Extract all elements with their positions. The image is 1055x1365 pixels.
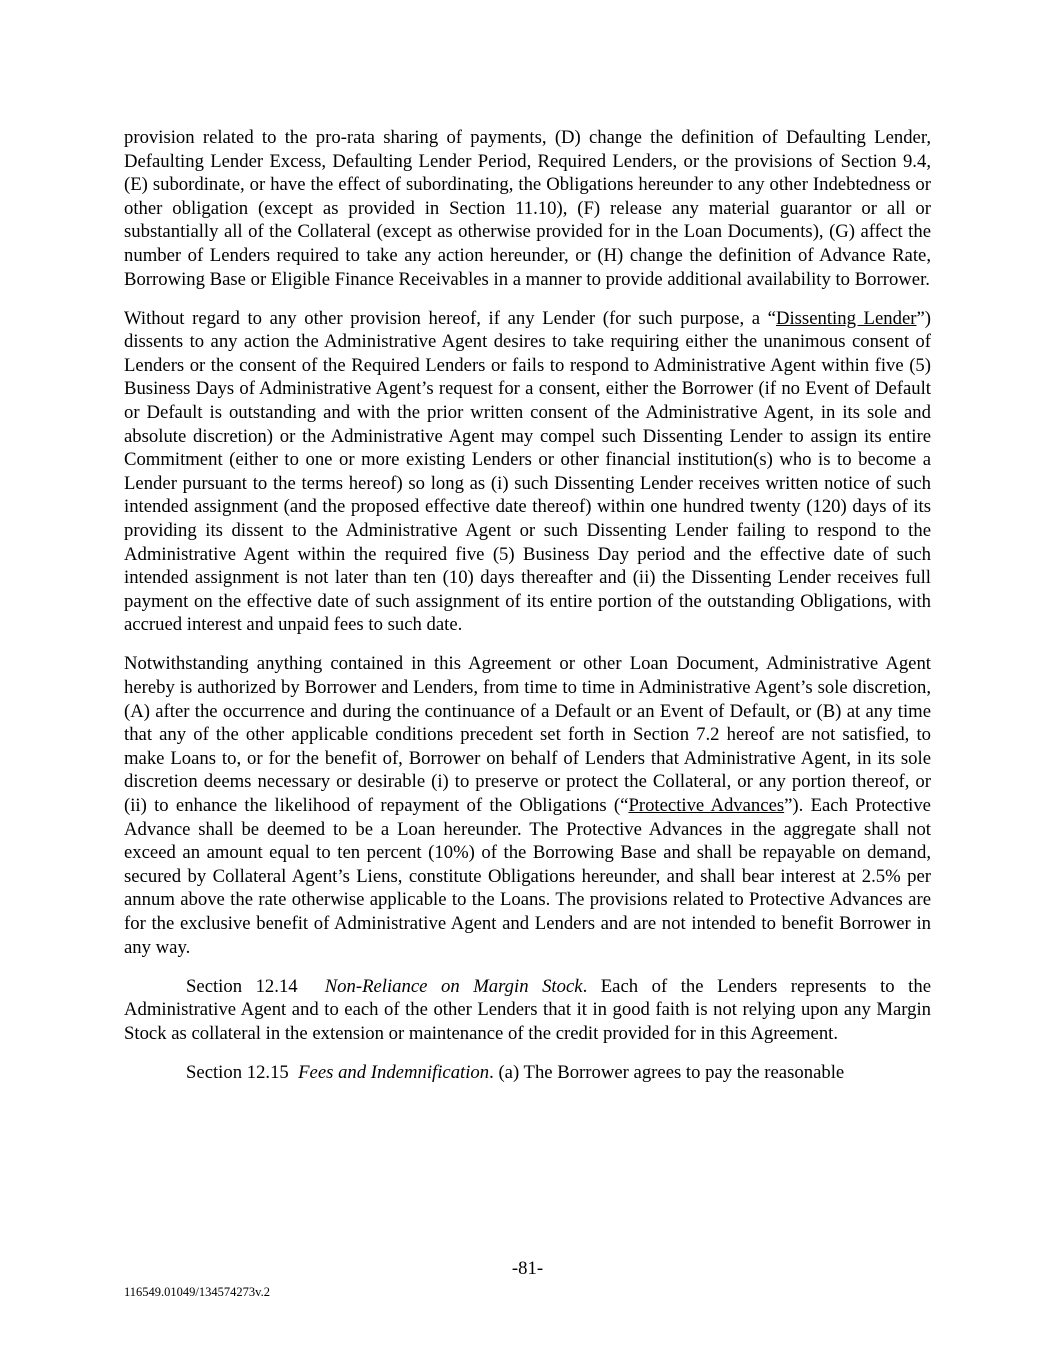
document-id: 116549.01049/134574273v.2 — [124, 1285, 270, 1299]
section-heading: Non-Reliance on Margin Stock — [324, 975, 583, 997]
paragraph-dissenting-lender — [124, 307, 931, 637]
section-text: . (a) The Borrower agrees to pay the reasonable — [489, 1061, 845, 1083]
paragraph-text: Without regard to any other provision hereof, if any Lender (for such purpose, a “ — [124, 307, 776, 329]
defined-term-dissenting-lender: Dissenting Lender — [775, 307, 917, 329]
section-number: Section 12.14 — [186, 975, 298, 997]
paragraph-amendment-provisions: provision related to the pro-rata sharing of payments, (D) change the definition of Defaulting Lender, Defaulting Lender Excess, Defaulting Lender Period, Required Lenders, or the provisions of Section 9.4, (E) subordinate, or have the effect of subordinating, the Obligations hereunder to any other Indebtedness or other obligation (except as provided in Section 11.10), (F) release any material guarantor or all or substantially all of the Collateral (except as otherwise provided for in the Loan Documents), (G) affect the number of Lenders required to take any action hereunder, or (H) change the definition of Advance Rate, Borrowing Base or Eligible Finance Receivables in a manner to provide additional availability to Borrower. — [124, 127, 931, 290]
page-body — [124, 126, 931, 1100]
section-12-15 — [124, 1061, 931, 1085]
defined-term-protective-advances: Protective Advances — [628, 795, 785, 817]
paragraph-text: Notwithstanding anything contained in this Agreement or other Loan Document, Administrative Agent hereby is authorized by Borrower and Lenders, from time to time in Administrative Agent’s sole discretion, (A) after the occurrence and during the continuance of a Default or an Event of Default, or (B) at any time that any of the other applicable conditions precedent set forth in Section 7.2 hereof are not satisfied, to make Loans to, or for the benefit of, Borrower on behalf of Lenders that Administrative Agent, in its sole discretion deems necessary or desirable (i) to preserve or protect the Collateral, or any portion thereof, or (ii) to enhance the likelihood of repayment of the Obligations (“ — [124, 653, 931, 817]
paragraph-protective-advances — [124, 652, 931, 959]
paragraph-text: ”). Each Protective Advance shall be deemed to be a Loan hereunder. The Protective Advances in the aggregate shall not exceed an amount equal to ten percent (10%) of the Borrowing Base and shall be repayable on demand, secured by Collateral Agent’s Liens, constitute Obligations hereunder, and shall bear interest at 2.5% per annum above the rate otherwise applicable to the Loans. The provisions related to Protective Advances are for the exclusive benefit of Administrative Agent and Lenders and are not intended to benefit Borrower in any way. — [124, 795, 931, 958]
section-heading: Fees and Indemnification — [298, 1061, 490, 1083]
section-text: . Each of the Lenders represents to the Administrative Agent and to each of the other Lenders that it in good faith is not relying upon any Margin Stock as collateral in the extension or maintenance of the credit provided for in this Agreement. — [124, 975, 931, 1044]
page-number: -81- — [511, 1258, 544, 1279]
section-number: Section 12.15 — [186, 1061, 289, 1083]
paragraph-text: ”) dissents to any action the Administrative Agent desires to take requiring either the unanimous consent of Lenders or the consent of the Required Lenders or fails to respond to Administrative Agent within five (5) Business Days of Administrative Agent’s request for a consent, either the Borrower (if no Event of Default or Default is outstanding and with the prior written consent of the Administrative Agent, in its sole and absolute discretion) or the Administrative Agent may compel such Dissenting Lender to assign its entire Commitment (either to one or more existing Lenders or other financial institution(s) who is to become a Lender pursuant to the terms hereof) so long as (i) such Dissenting Lender receives written notice of such intended assignment (and the proposed effective date thereof) within one hundred twenty (120) days of its providing its dissent to the Administrative Agent or such Dissenting Lender failing to respond to the Administrative Agent within the required five (5) Business Day period and the effective date of such intended assignment is not later than ten (10) days thereafter and (ii) the Dissenting Lender receives full payment on the effective date of such assignment of its entire portion of the outstanding Obligations, with accrued interest and unpaid fees to such date. — [124, 307, 931, 636]
section-12-14 — [124, 975, 931, 1046]
